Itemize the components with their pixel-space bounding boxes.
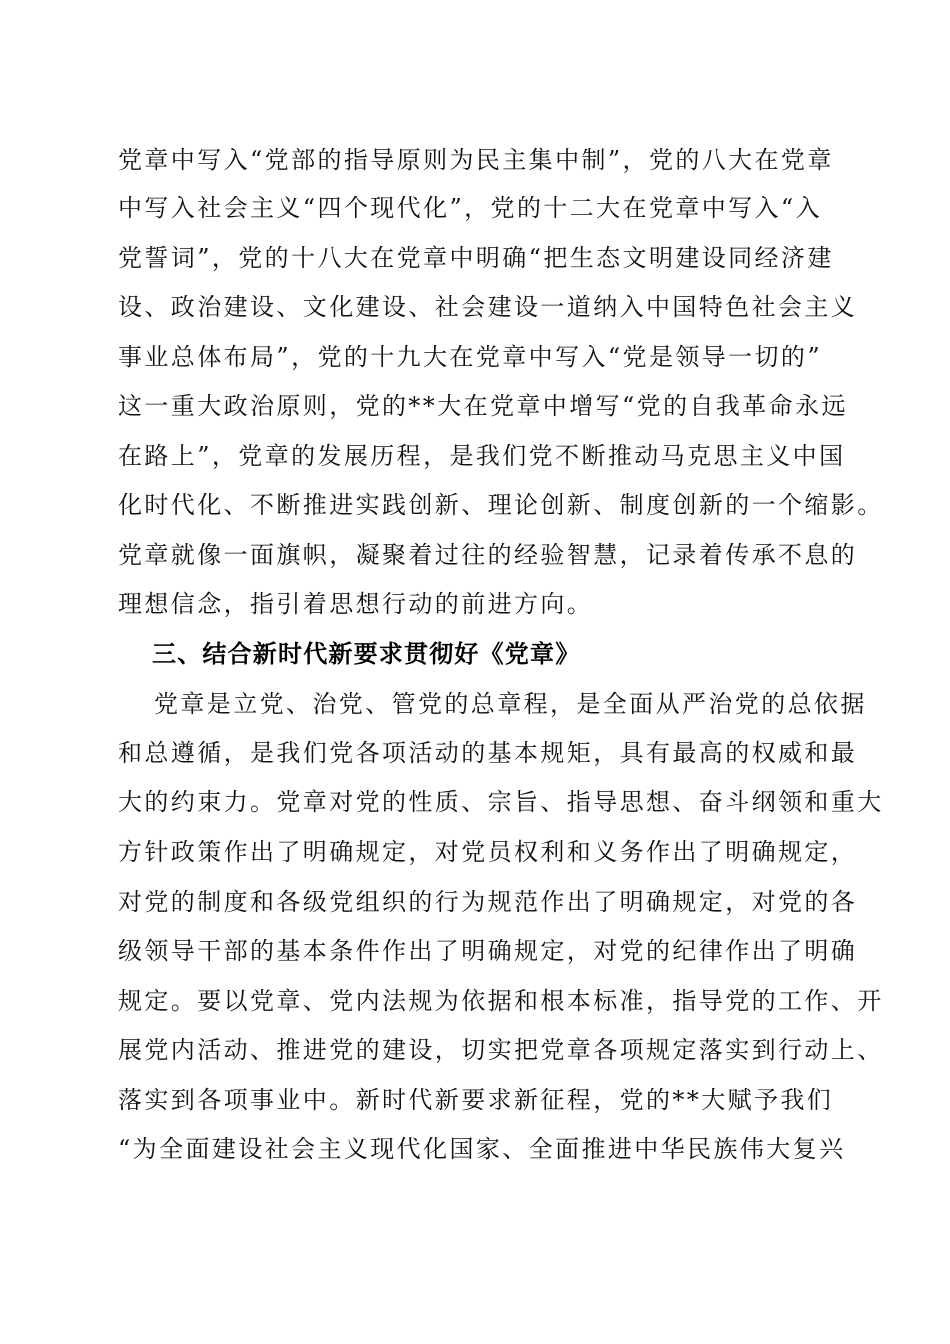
text-line: 大的约束力。党章对党的性质、宗旨、指导思想、奋斗纲领和重大 bbox=[118, 788, 884, 816]
text-line: 党誓词”，党的十八大在党章中明确“把生态文明建设同经济建 bbox=[118, 244, 834, 272]
text-line: 在路上”，党章的发展历程，是我们党不断推动马克思主义中国 bbox=[118, 442, 846, 470]
text-line: 对党的制度和各级党组织的行为规范作出了明确规定，对党的各 bbox=[118, 888, 858, 916]
text-line: 级领导干部的基本条件作出了明确规定，对党的纪律作出了明确 bbox=[118, 937, 858, 965]
text-line: 这一重大政治原则，党的**大在党章中增写“党的自我革命永远 bbox=[118, 392, 848, 420]
text-line: “为全面建设社会主义现代化国家、全面推进中华民族伟大复兴 bbox=[118, 1135, 846, 1163]
text-line: 落实到各项事业中。新时代新要求新征程，党的**大赋予我们 bbox=[118, 1086, 834, 1114]
text-line: 理想信念，指引着思想行动的前进方向。 bbox=[118, 590, 594, 618]
text-line: 方针政策作出了明确规定，对党员权利和义务作出了明确规定， bbox=[118, 838, 858, 866]
text-line: 党章是立党、治党、管党的总章程，是全面从严治党的总依据 bbox=[154, 690, 867, 718]
text-line: 党章就像一面旗帜，凝聚着过往的经验智慧，记录着传承不息的 bbox=[118, 541, 858, 569]
section-heading: 三、结合新时代新要求贯彻好《党章》 bbox=[152, 640, 581, 668]
text-line: 展党内活动、推进党的建设，切实把党章各项规定落实到行动上、 bbox=[118, 1036, 884, 1064]
text-line: 事业总体布局”，党的十九大在党章中写入“党是领导一切的” bbox=[118, 343, 823, 371]
text-line: 化时代化、不断推进实践创新、理论创新、制度创新的一个缩影。 bbox=[118, 491, 884, 519]
text-line: 规定。要以党章、党内法规为依据和根本标准，指导党的工作、开 bbox=[118, 987, 884, 1015]
text-line: 设、政治建设、文化建设、社会建设一道纳入中国特色社会主义 bbox=[118, 293, 858, 321]
text-line: 党章中写入“党部的指导原则为民主集中制”，党的八大在党章 bbox=[118, 146, 834, 174]
text-line: 和总遵循，是我们党各项活动的基本规矩，具有最高的权威和最 bbox=[118, 739, 858, 767]
text-line: 中写入社会主义“四个现代化”，党的十二大在党章中写入“入 bbox=[118, 194, 823, 222]
